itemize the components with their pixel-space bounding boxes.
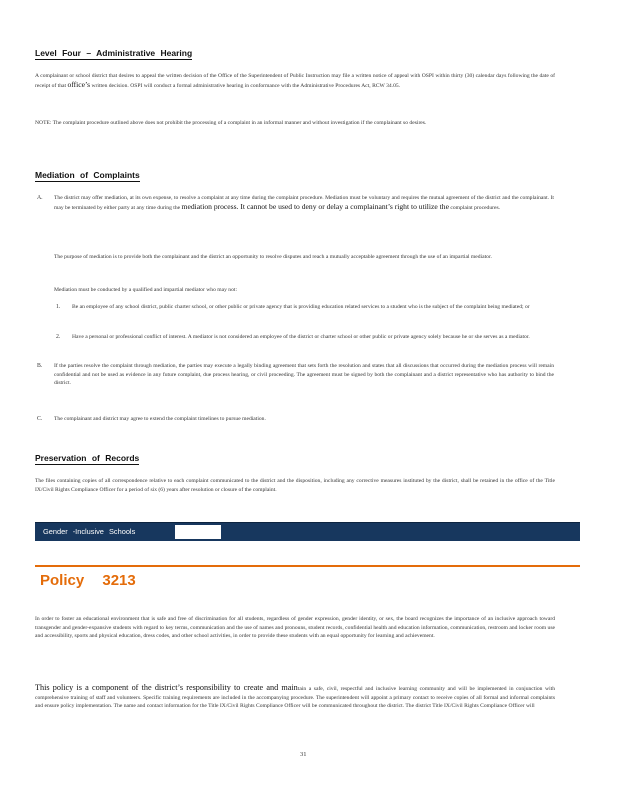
preservation-heading: Preservation of Records xyxy=(35,453,140,463)
level-four-text-end: written decision. OSPI will conduct a formal administrative hearing in conformance with the Administrative Procedures Act, RCW 34.05. xyxy=(91,82,401,89)
section-banner xyxy=(35,522,580,541)
level-four-text: A complainant or school district that desires to appeal the written decision of the Office of the Superintendent of Public Instruction may file a written notice of appeal with OSPI within thirty (30) calendar days following the date of receipt of that xyxy=(35,73,555,89)
item-a-text: The district may offer mediation, at its own expense, to resolve a complaint at any time during the complaint procedure. Mediation must be voluntary and requires the mutual agreement of the district and the complainant. It may be terminated by either party at any time during the xyxy=(54,195,554,211)
item-a-marker: A. xyxy=(37,195,43,201)
item-b-marker: B. xyxy=(37,363,43,369)
policy-paragraph-2 xyxy=(35,684,555,711)
policy-title: Policy 3213 xyxy=(40,572,136,589)
policy-emphasis: This policy is a component of the district’s responsibility to create and main xyxy=(35,683,298,692)
sub1-marker: 1. xyxy=(56,304,61,310)
item-c-paragraph: The complainant and district may agree to extend the complaint timelines to pursue mediation. xyxy=(54,416,266,422)
sub2-marker: 2. xyxy=(56,334,61,340)
item-a-paragraph xyxy=(54,194,554,212)
sub1-paragraph: Be an employee of any school district, public charter school, or other public or private agency that is providing education related services to a student who is the subject of the complaint being mediated; or xyxy=(72,304,530,310)
level-four-emphasis: office’s xyxy=(67,79,91,89)
item-a-text-end: complaint procedures. xyxy=(450,204,501,211)
preservation-paragraph: The files containing copies of all correspondence relative to each complaint communicated to the district and the disposition, including any corrective measures instituted by the district, shall be retained in the office of the Title IX/Civil Rights Compliance Officer for a period of six (6) years after resolution or closure of the complaint. xyxy=(35,478,555,493)
conducted-paragraph: Mediation must be conducted by a qualified and impartial mediator who may not: xyxy=(54,287,237,293)
policy-text-end: tain a safe, civil, respectful and inclusive learning community and will be implemented in conjunction with comprehensive training of staff and volunteers. Specific training requirements are included in the accompanying procedure. The superintendent will appoint a primary contact to receive copies of all formal and informal complaints and ensure policy implementation. The name and contact information for the Title IX/Civil Rights Compliance Officer will be communicated throughout the district. The district Title IX/Civil Rights Compliance Officer will xyxy=(35,686,555,710)
banner-title: Gender -Inclusive Schools xyxy=(43,527,136,536)
item-c-marker: C. xyxy=(37,416,43,422)
item-b-paragraph: If the parties resolve the complaint through mediation, the parties may execute a legally binding agreement that sets forth the resolution and states that all discussions that occurred during the mediation process will remain confidential and not be used as evidence in any future complaint, due process hearing, or civil proceeding. The agreement must be signed by both the complainant and a district representative who has authority to bind the district. xyxy=(54,363,554,387)
page-number: 31 xyxy=(300,751,307,758)
level-four-heading: Level Four – Administrative Hearing xyxy=(35,48,193,58)
item-a-emphasis: mediation process. It cannot be used to deny or delay a complainant’s right to utilize the xyxy=(181,201,449,211)
orange-divider xyxy=(35,565,580,567)
note-paragraph: NOTE: The complaint procedure outlined above does not prohibit the processing of a complaint in an informal manner and without investigation if the complainant so desires. xyxy=(35,120,427,126)
banner-white-box xyxy=(175,525,221,539)
purpose-paragraph: The purpose of mediation is to provide both the complainant and the district an opportunity to resolve disputes and reach a mutually acceptable agreement through the use of an impartial mediator. xyxy=(54,254,492,260)
mediation-heading: Mediation of Complaints xyxy=(35,170,140,180)
sub2-paragraph: Have a personal or professional conflict of interest. A mediator is not considered an employee of the district or charter school or other public or private agency solely because he or she serves as a mediator. xyxy=(72,334,530,340)
policy-paragraph-1: In order to foster an educational environment that is safe and free of discrimination for all students, regardless of gender expression, gender identity, or sex, the board recognizes the importance of an inclusive approach toward transgender and gender-expansive students with regard to key terms, communication and the use of names and pronouns, student records, confidential health and education information, communication, restroom and locker room use and accessibility, sports and physical education, dress codes, and other school activities, in order to provide these students with an equal opportunity for learning and achievement. xyxy=(35,616,555,640)
level-four-paragraph xyxy=(35,72,555,90)
